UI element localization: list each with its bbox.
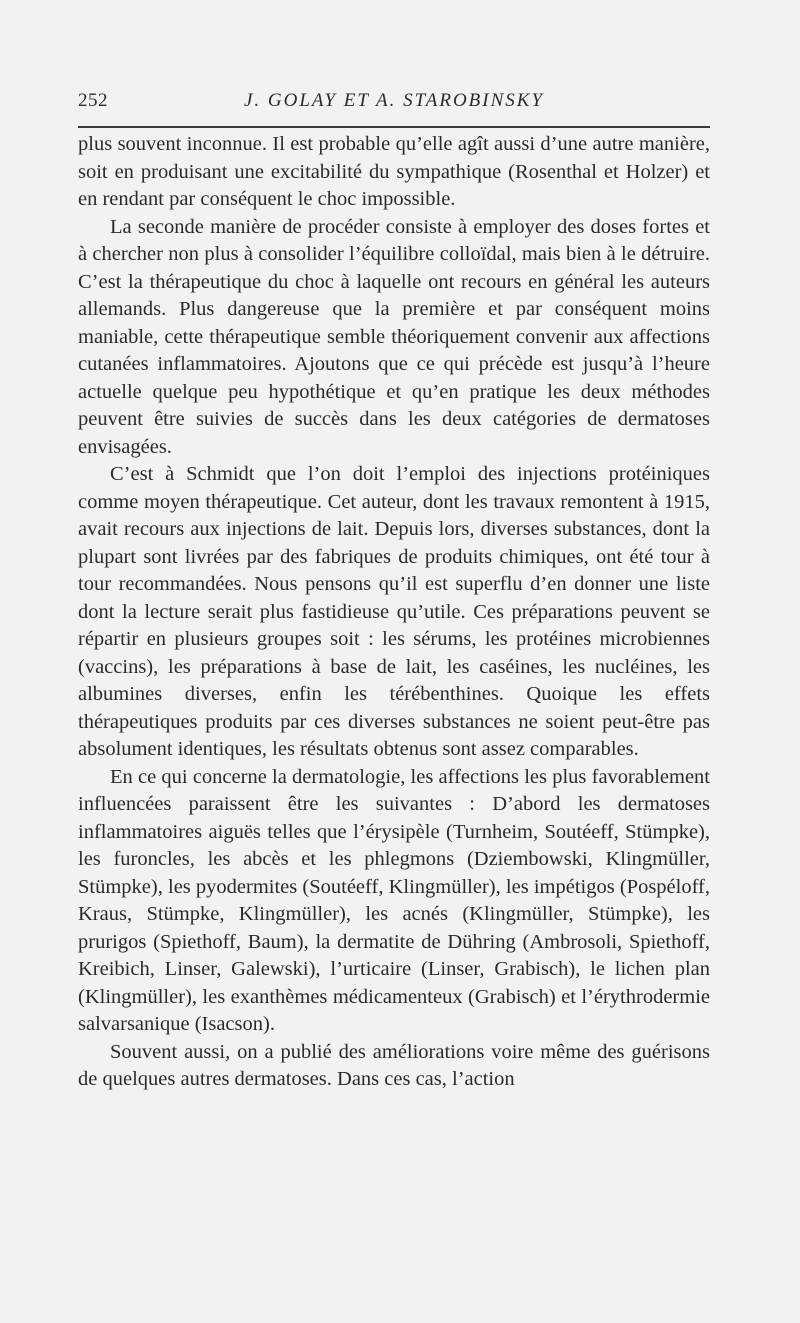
paragraph-1: plus souvent inconnue. Il est probable qu’elle agît aussi d’une autre manière, soit en produisant une excitabilité du sympathique (Rosenthal et Holzer) et en rendant par conséquent le choc impossible.	[78, 133, 710, 210]
page-header	[78, 90, 710, 116]
page-number: 252	[78, 90, 108, 111]
body-text	[78, 131, 710, 1094]
running-title: J. GOLAY ET A. STAROBINSKY	[243, 90, 545, 111]
paragraph-4: En ce qui concerne la dermatologie, les affections les plus favorablement influencées paraissent être les suivantes : D’abord les dermatoses inflammatoires aiguës telles que l’érysipèle (Turnheim, Soutéeff, Stümpke), les furoncles, les abcès et les phlegmons (Dziembowski, Klingmüller, Stümpke), les pyodermites (Soutéeff, Klingmüller), les impétigos (Pospéloff, Kraus, Stümpke, Klingmüller), les acnés (Klingmüller, Stümpke), les prurigos (Spiethoff, Baum), la dermatite de Dühring (Ambrosoli, Spiethoff, Kreibich, Linser, Galewski), l’urticaire (Linser, Grabisch), le lichen plan (Klingmüller), les exanthèmes médicamenteux (Grabisch) et l’érythrodermie salvarsanique (Isacson).	[78, 765, 710, 1035]
paragraph-5: Souvent aussi, on a publié des améliorations voire même des guérisons de quelques autres dermatoses. Dans ces cas, l’action	[78, 1040, 710, 1090]
paragraph-3: C’est à Schmidt que l’on doit l’emploi des injections protéiniques comme moyen thérapeutique. Cet auteur, dont les travaux remontent à 1915, avait recours aux injections de lait. Depuis lors, diverses substances, dont la plupart sont livrées par des fabriques de produits chimiques, ont été tour à tour recommandées. Nous pensons qu’il est superflu d’en donner une liste dont la lecture serait plus fastidieuse qu’utile. Ces préparations peuvent se répartir en plusieurs groupes soit : les sérums, les protéines microbiennes (vaccins), les préparations à base de lait, les caséines, les nucléines, les albumines diverses, enfin les térébenthines. Quoique les effets thérapeutiques produits par ces diverses substances ne soient peut-être pas absolument identiques, les résultats obtenus sont assez comparables.	[78, 463, 710, 760]
paragraph-2: La seconde manière de procéder consiste à employer des doses fortes et à chercher non plus à consolider l’équilibre colloïdal, mais bien à le détruire. C’est la thérapeutique du choc à laquelle ont recours en général les auteurs allemands. Plus dangereuse que la première et par conséquent moins maniable, cette thérapeutique semble théoriquement convenir aux affections cutanées inflammatoires. Ajoutons que ce qui précède est jusqu’à l’heure actuelle quelque peu hypothétique et qu’en pratique les deux méthodes peuvent être suivies de succès dans les deux catégories de dermatoses envisagées.	[78, 215, 710, 458]
header-rule	[78, 126, 710, 128]
